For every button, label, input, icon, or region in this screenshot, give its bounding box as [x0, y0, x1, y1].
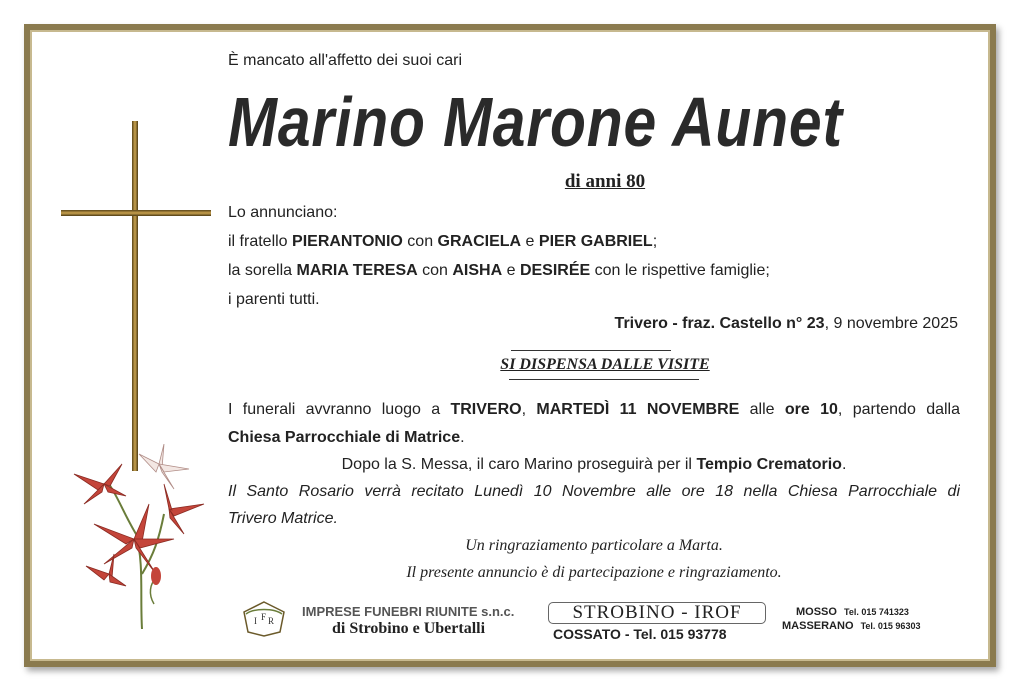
- logo-letter-i: I: [254, 616, 257, 626]
- intro-text: È mancato all'affetto dei suoi cari: [228, 52, 462, 69]
- rosary-line-2: Trivero Matrice.: [228, 510, 338, 527]
- thanks-participation: Il presente annuncio è di partecipazione e ringraziamento.: [406, 564, 782, 581]
- rule-bottom: [509, 379, 699, 380]
- announce-line-1: il fratello PIERANTONIO con GRACIELA e PIER GABRIEL;: [228, 233, 658, 250]
- place-date: Trivero - fraz. Castello n° 23, 9 novembre 2025: [614, 315, 958, 332]
- masserano-line: MASSERANO Tel. 015 96303: [782, 620, 921, 632]
- announce-heading: Lo annunciano:: [228, 204, 338, 221]
- mosso-line: MOSSO Tel. 015 741323: [796, 606, 909, 618]
- thanks-marta: Un ringraziamento particolare a Marta.: [465, 537, 723, 554]
- announce-line-2: la sorella MARIA TERESA con AISHA e DESIRÉE con le rispettive famiglie;: [228, 262, 770, 279]
- lily-flowers-icon: [64, 444, 214, 634]
- strobino-irof-box: STROBINO - IROF: [548, 602, 766, 624]
- logo-letter-f: F: [261, 612, 267, 622]
- imprese-line: IMPRESE FUNEBRI RIUNITE s.n.c.: [302, 604, 515, 619]
- strobino-ubertalli: di Strobino e Ubertalli: [332, 620, 486, 637]
- rosary-line-1: Il Santo Rosario verrà recitato Lunedì 10 Novembre alle ore 18 nella Chiesa Parrocchiale di: [228, 483, 960, 500]
- deceased-name: Marino Marone Aunet: [228, 83, 843, 161]
- cossato-phone: COSSATO - Tel. 015 93778: [553, 626, 727, 642]
- ifr-logo-icon: [240, 600, 288, 638]
- cross-icon: [56, 116, 216, 476]
- funeral-line-2: Chiesa Parrocchiale di Matrice.: [228, 429, 465, 446]
- rule-top: [511, 350, 671, 351]
- after-mass-text: Dopo la S. Messa, il caro Marino proseguirà per il Tempio Crematorio.: [341, 456, 847, 473]
- announce-line-3: i parenti tutti.: [228, 291, 320, 308]
- logo-letter-r: R: [268, 616, 275, 626]
- no-visits-notice: SI DISPENSA DALLE VISITE: [500, 356, 710, 373]
- funeral-line-1: I funerali avvranno luogo a TRIVERO, MARTEDÌ 11 NOVEMBRE alle ore 10, partendo dalla: [228, 401, 960, 418]
- age-text: di anni 80: [564, 171, 646, 192]
